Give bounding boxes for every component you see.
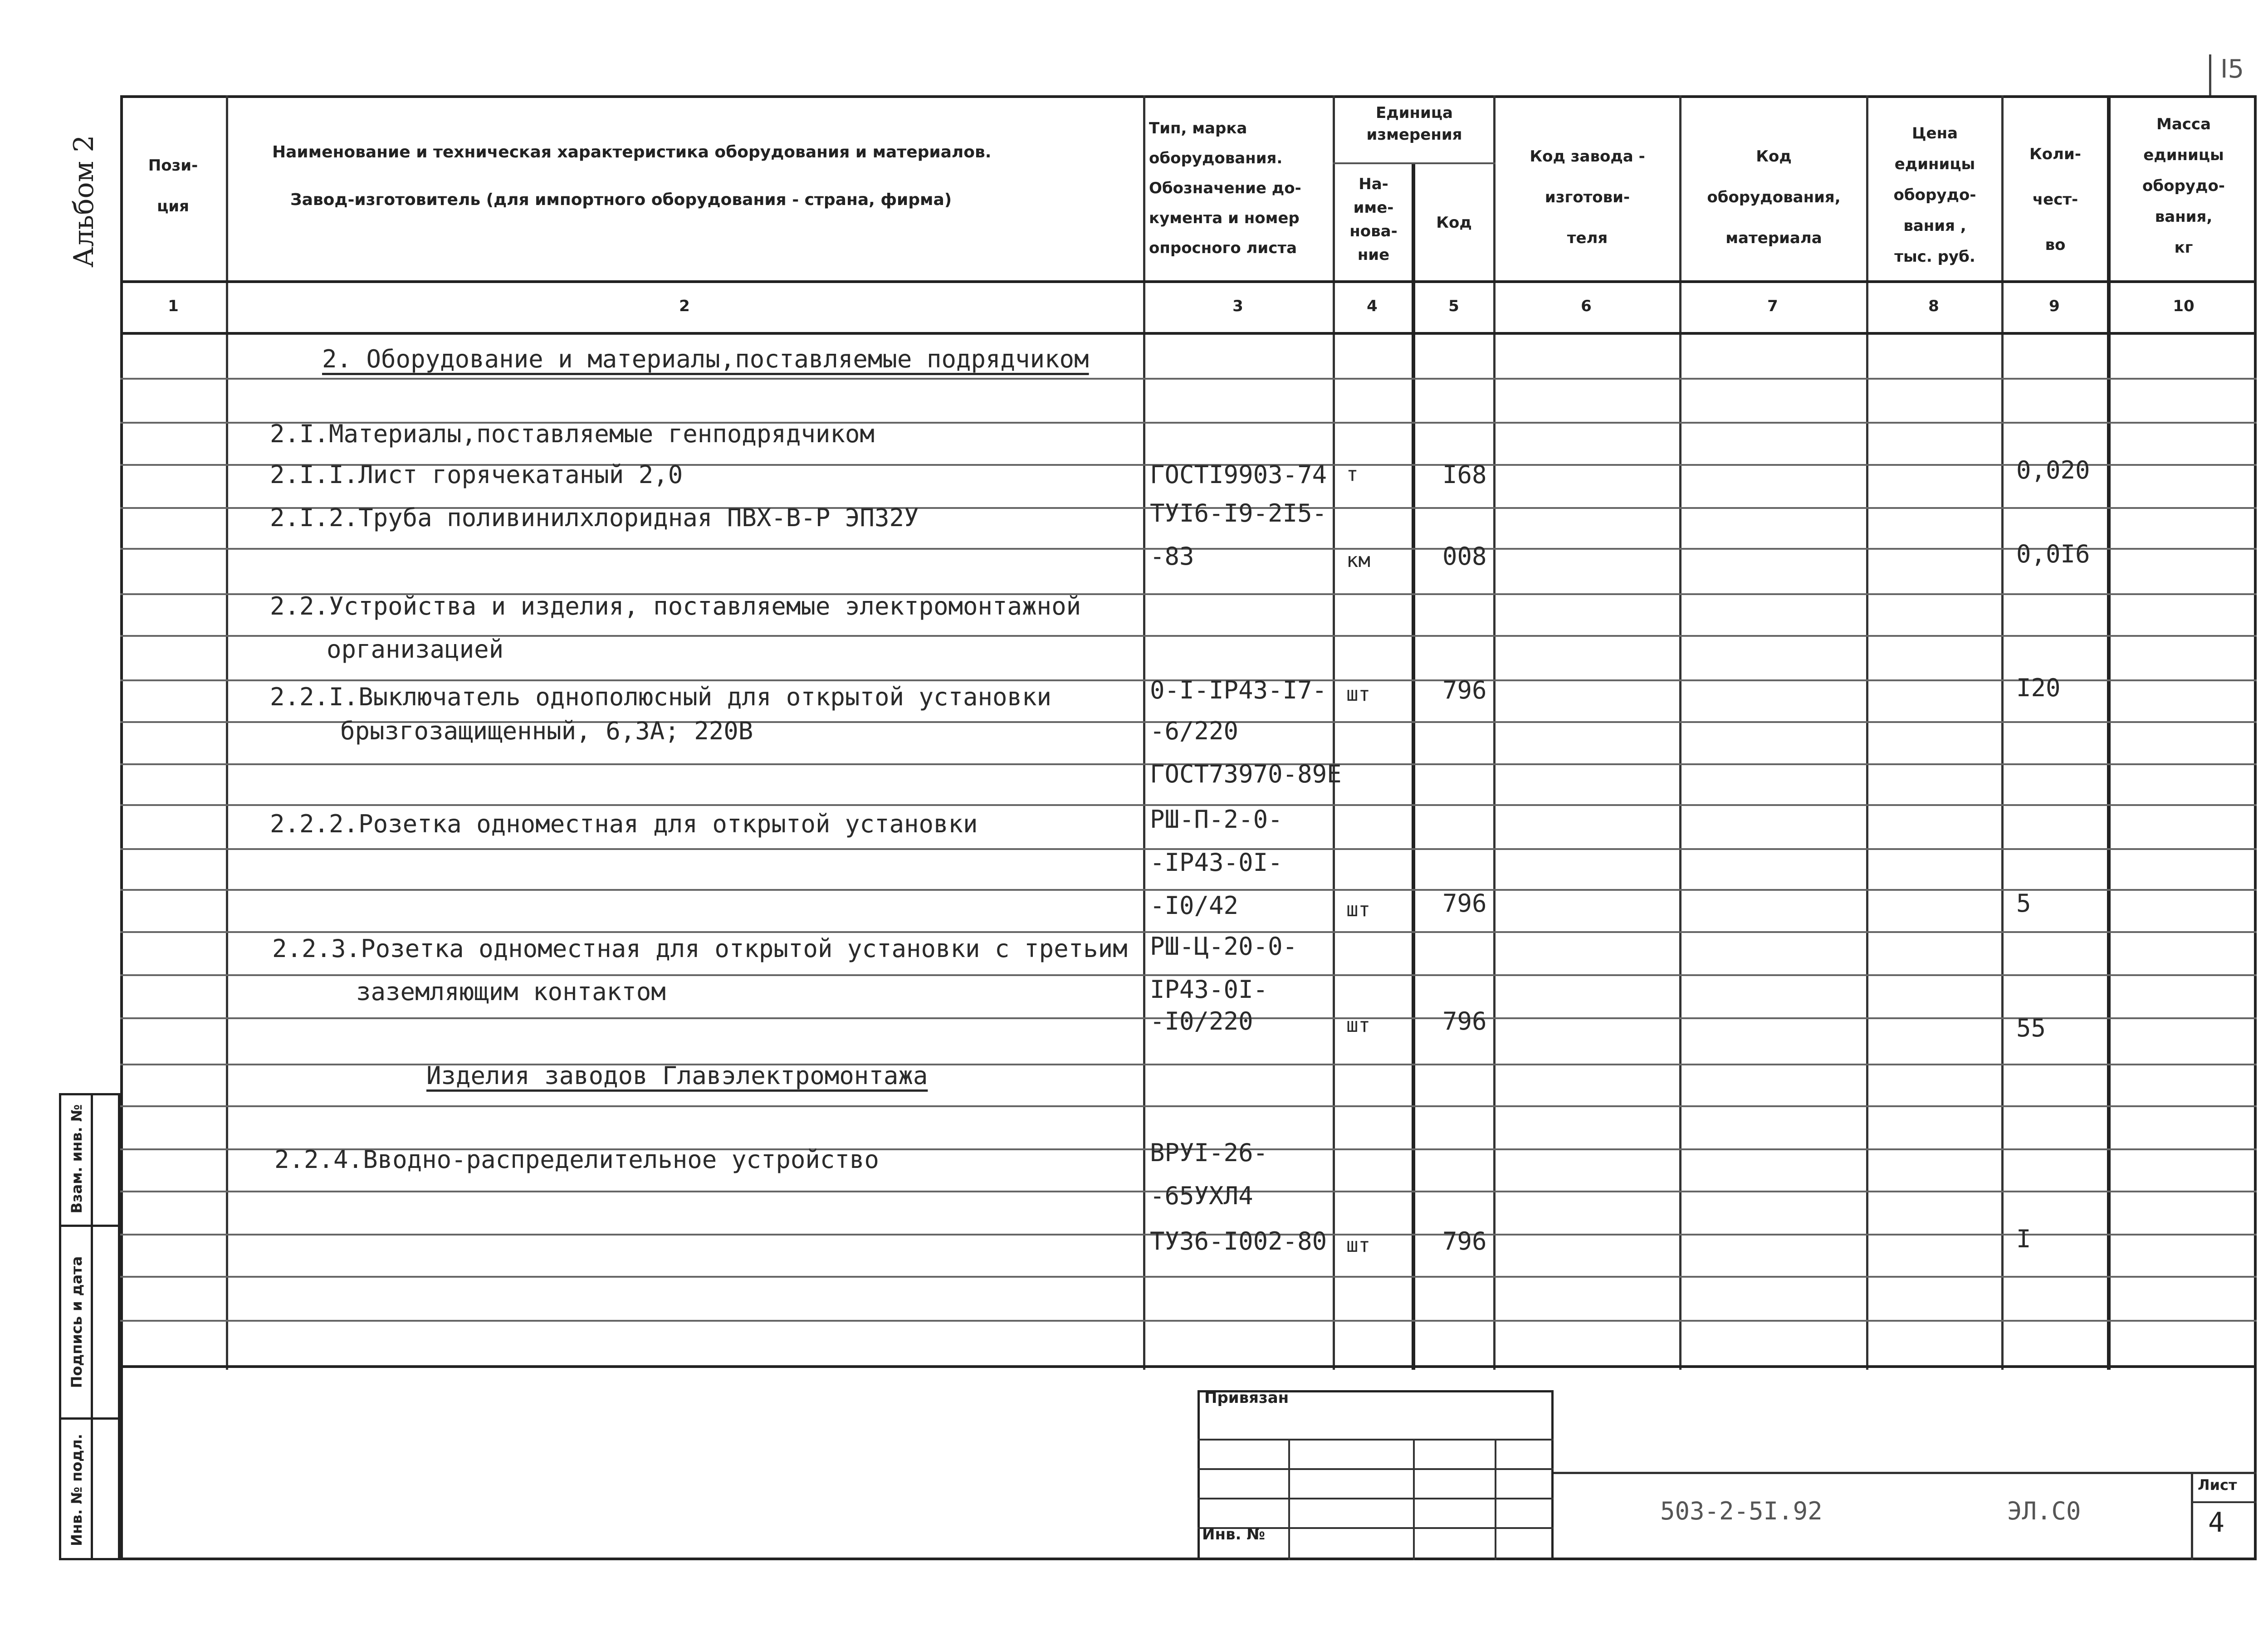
row-item-name: 2.2.3.Розетка одноместная для открытой установки с третьим	[272, 934, 1128, 963]
sheet-cell-divider	[2191, 1501, 2257, 1503]
privyazan-vline-3	[1495, 1439, 1496, 1560]
header-equipment-code: Код оборудования, материала	[1707, 147, 1841, 247]
row-item-unit: шт	[1346, 683, 1370, 706]
row-item-type: -I0/220	[1150, 1007, 1253, 1035]
strip-vzam-label: Взам. инв. №	[68, 1104, 85, 1214]
col-line-1	[226, 95, 228, 1370]
strip-divider-2	[59, 1417, 120, 1420]
row-item-type: IP43-0I-	[1150, 975, 1268, 1004]
strip-divider-1	[59, 1225, 120, 1227]
row-item-name: 2.2.Устройства и изделия, поставляемые электромонтажной	[270, 592, 1081, 620]
col-line-7	[1866, 95, 1868, 1370]
row-item-type: ВРУI-26-	[1150, 1138, 1268, 1167]
strip-inner-line	[91, 1093, 93, 1560]
header-quantity: Коли- чест- во	[2029, 145, 2081, 254]
row-item-type: -6/220	[1150, 717, 1239, 745]
sheet-number: 4	[2208, 1507, 2225, 1538]
document-code: 503-2-5I.92	[1660, 1497, 1823, 1525]
unit-group-line	[1333, 162, 1496, 164]
col-line-3	[1333, 95, 1335, 1370]
title-block-top-line	[1554, 1472, 2257, 1474]
row-item-unit-code: 796	[1442, 1227, 1487, 1255]
sheet-corner-number: I5	[2220, 54, 2244, 84]
privyazan-line-3	[1198, 1498, 1554, 1499]
header-bottom-line	[120, 280, 2257, 283]
row-item-quantity: 55	[2016, 1014, 2046, 1042]
row-item-unit: шт	[1346, 1234, 1370, 1257]
row-item-type: 0-I-IP43-I7-	[1150, 676, 1327, 704]
column-number: 3	[1232, 297, 1243, 315]
table-body-bottom-line	[120, 1365, 2257, 1368]
col-line-6	[1679, 95, 1681, 1370]
row-item-mass: 0,0I6	[2016, 540, 2090, 568]
privyazan-vline-1	[1288, 1439, 1290, 1560]
header-mass: Масса единицы оборудо- вания, кг	[2142, 115, 2225, 257]
row-item-unit: т	[1346, 463, 1359, 486]
row-item-unit-code: 008	[1442, 542, 1487, 571]
row-line	[120, 1320, 2257, 1322]
column-number: 1	[168, 297, 179, 315]
row-item-type: ТУ36-I002-80	[1150, 1227, 1327, 1255]
inv-no-label: Инв. №	[1202, 1525, 1266, 1543]
column-numbers-line	[120, 332, 2257, 335]
header-price: Цена единицы оборудо- вания , тыс. руб.	[1893, 124, 1976, 266]
row-item-mass: 0,020	[2016, 456, 2090, 484]
row-item-unit-code: 796	[1442, 676, 1487, 704]
col-line-4	[1412, 163, 1415, 1370]
header-unit-name: На- име- нова- ние	[1349, 175, 1398, 264]
column-number: 7	[1767, 297, 1778, 315]
row-item-type: -65УХЛ4	[1150, 1182, 1253, 1210]
row-item-name: 2.I.Материалы,поставляемые генподрядчиком	[270, 420, 875, 448]
row-line	[120, 378, 2257, 380]
row-item-unit-code: 796	[1442, 889, 1487, 918]
header-name-line1: Наименование и техническая характеристика оборудования и материалов.	[272, 143, 992, 161]
row-item-name: 2.2.4.Вводно-распределительное устройство	[274, 1145, 879, 1174]
row-item-name: организацией	[327, 635, 504, 664]
col-line-5	[1493, 95, 1496, 1370]
col-line-8	[2001, 95, 2004, 1370]
row-item-name: 2.2.2.Розетка одноместная для открытой установки	[270, 810, 978, 838]
document-mark: ЭЛ.С0	[2007, 1497, 2081, 1525]
header-unit-group: Единица измерения	[1366, 104, 1462, 144]
row-item-name: Изделия заводов Главэлектромонтажа	[426, 1061, 928, 1090]
sheet-label: Лист	[2198, 1476, 2237, 1494]
row-item-type: ТУI6-I9-2I5-	[1150, 499, 1327, 527]
header-name-line2: Завод-изготовитель (для импортного оборудования - страна, фирма)	[290, 190, 952, 209]
row-line	[120, 1105, 2257, 1107]
row-item-type: -I0/42	[1150, 891, 1239, 920]
row-item-unit: шт	[1346, 1014, 1370, 1037]
row-line	[120, 889, 2257, 891]
col-line-9	[2107, 95, 2111, 1370]
header-factory-code: Код завода - изготови- теля	[1530, 147, 1645, 247]
column-number: 8	[1928, 297, 1939, 315]
row-item-unit-code: I68	[1442, 460, 1487, 489]
column-number: 2	[679, 297, 690, 315]
column-number: 4	[1367, 297, 1378, 315]
row-item-quantity: 5	[2016, 889, 2031, 918]
header-position: Пози- ция	[148, 156, 198, 215]
row-item-type: ГОСТ73970-89Е	[1150, 760, 1342, 788]
column-number: 5	[1448, 297, 1459, 315]
strip-inv-podl-label: Инв. № подл.	[68, 1434, 85, 1546]
column-number: 6	[1581, 297, 1592, 315]
row-line	[120, 1276, 2257, 1278]
privyazan-line-2	[1198, 1468, 1554, 1470]
row-item-name: заземляющим контактом	[356, 977, 666, 1006]
privyazan-vline-2	[1413, 1439, 1415, 1560]
row-item-quantity: I20	[2016, 674, 2061, 702]
row-item-quantity: I	[2016, 1225, 2031, 1253]
header-unit-code: Код	[1436, 214, 1472, 232]
privyazan-line-1	[1198, 1439, 1554, 1441]
row-item-type: РШ-Ц-20-0-	[1150, 932, 1298, 961]
row-item-name: брызгозащищенный, 6,3А; 220В	[340, 717, 753, 745]
column-number: 9	[2049, 297, 2060, 315]
row-item-type: ГОСТI9903-74	[1150, 460, 1327, 489]
row-item-unit: км	[1346, 549, 1370, 572]
row-item-name: 2. Оборудование и материалы,поставляемые подрядчиком	[322, 345, 1089, 373]
row-item-unit: шт	[1346, 898, 1370, 921]
strip-podpis-label: Подпись и дата	[68, 1256, 85, 1388]
corner-divider	[2209, 54, 2211, 98]
side-album-label: Альбом 2	[68, 135, 100, 268]
col-line-2	[1143, 95, 1145, 1370]
header-type: Тип, марка оборудования. Обозначение до- кумента и номер опросного листа	[1149, 119, 1301, 257]
column-number: 10	[2173, 297, 2195, 315]
row-item-name: 2.I.2.Труба поливинилхлоридная ПВХ-В-Р ЭП32У	[270, 503, 919, 532]
row-item-name: 2.2.I.Выключатель однополюсный для открытой установки	[270, 683, 1052, 711]
privyazan-label: Привязан	[1204, 1389, 1289, 1407]
row-item-type: -IP43-0I-	[1150, 848, 1283, 877]
sheet-cell-line	[2191, 1472, 2193, 1560]
row-item-unit-code: 796	[1442, 1007, 1487, 1035]
row-item-name: 2.I.I.Лист горячекатаный 2,0	[270, 460, 683, 489]
row-item-type: РШ-П-2-0-	[1150, 805, 1283, 834]
row-item-type: -83	[1150, 542, 1194, 571]
